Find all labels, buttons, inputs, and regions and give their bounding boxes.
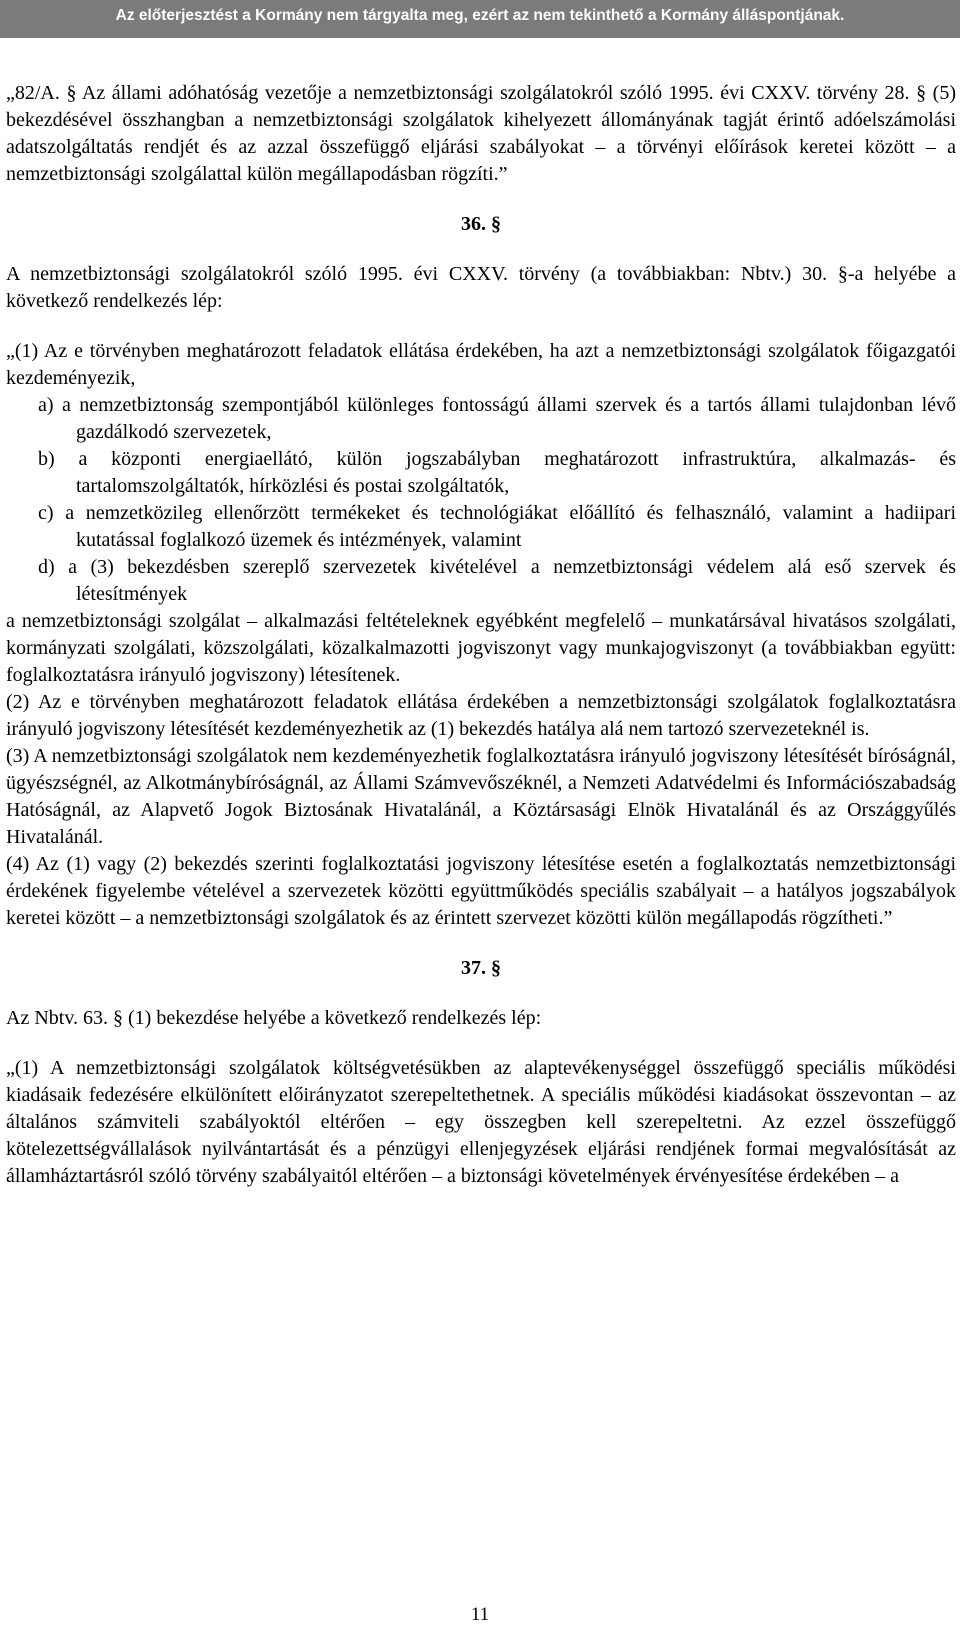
section-36-paragraph-2: (2) Az e törvényben meghatározott feladatok ellátása érdekében a nemzetbiztonsági szolgálatok foglalkoztatásra irányuló jogviszony létesítését kezdeményezhetik az (1) bekezdés hatálya alá nem tartozó szervezeteknél is.	[6, 691, 956, 740]
draft-notice-text: Az előterjesztést a Kormány nem tárgyalta meg, ezért az nem tekinthető a Kormány álláspontjának.	[115, 7, 845, 24]
list-item-a: a) a nemzetbiztonság szempontjából különleges fontosságú állami szervek és a tartós állami tulajdonban lévő gazdálkodó szervezetek,	[38, 394, 956, 443]
section-36-paragraph-1-tail: a nemzetbiztonsági szolgálat – alkalmazási feltételeknek egyébként megfelelő – munkatársával hivatásos szolgálati, kormányzati szolgálati, közszolgálati, közalkalmazotti jogviszonyt vagy munkajogviszonyt (a továbbiakban együtt: foglalkoztatásra irányuló jogviszony) létesítenek.	[6, 610, 956, 686]
list-item-d: d) a (3) bekezdésben szereplő szervezetek kivételével a nemzetbiztonsági védelem alá eső szervek és létesítmények	[38, 556, 956, 605]
page-number: 11	[470, 1604, 490, 1625]
draft-notice-banner	[0, 0, 960, 38]
intro-paragraph: „82/A. § Az állami adóhatóság vezetője a nemzetbiztonsági szolgálatokról szóló 1995. évi CXXV. törvény 28. § (5) bekezdésével összhangban a nemzetbiztonsági szolgálatok kihelyezett állományának tagját érintő adóelszámolási adatszolgáltatás rendjét és az azzal összefüggő eljárási szabályokat – a törvényi előírások keretei között – a nemzetbiztonsági szolgálattal külön megállapodásban rögzíti.”	[6, 82, 956, 185]
list-item-b: b) a központi energiaellátó, külön jogszabályban meghatározott infrastruktúra, alkalmazás- és tartalomszolgáltatók, hírközlési és postai szolgáltatók,	[38, 448, 956, 497]
document-page	[6, 80, 956, 1190]
list-item-c: c) a nemzetközileg ellenőrzött termékeket és technológiákat előállító és felhasználó, valamint a hadiipari kutatással foglalkozó üzemek és intézmények, valamint	[38, 502, 956, 551]
section-37-paragraph-1: „(1) A nemzetbiztonsági szolgálatok költségvetésükben az alaptevékenységgel összefüggő speciális működési kiadásaik fedezésére elkülönített előirányzatot szerepeltethetnek. A speciális működési kiadásokat összevontan – az általános számviteli szabályoktól eltérően – egy összegben kell szerepeltetni. Az ezzel összefüggő kötelezettségvállalások nyilvántartását és a pénzügyi ellenjegyzések eljárási rendjének formai megvalósítását az államháztartásról szóló törvény szabályaitól eltérően – a biztonsági követelmények érvényesítése érdekében – a	[6, 1057, 956, 1187]
section-36-lead: A nemzetbiztonsági szolgálatokról szóló 1995. évi CXXV. törvény (a továbbiakban: Nbtv.) 30. §-a helyébe a következő rendelkezés lép:	[6, 263, 956, 312]
section-36-paragraph-3: (3) A nemzetbiztonsági szolgálatok nem kezdeményezhetik foglalkoztatásra irányuló jogviszony létesítését bíróságnál, ügyészségnél, az Alkotmánybíróságnál, az Állami Számvevőszéknél, a Nemzeti Adatvédelmi és Információszabadság Hatóságnál, az Alapvető Jogok Biztosának Hivatalánál, a Köztársasági Elnök Hivatalánál és az Országgyűlés Hivatalánál.	[6, 745, 956, 848]
section-36-paragraph-4: (4) Az (1) vagy (2) bekezdés szerinti foglalkoztatási jogviszony létesítése esetén a foglalkoztatás nemzetbiztonsági érdekének figyelembe vételével a szervezetek közötti együttműködés speciális szabályait – a hatályos jogszabályok keretei között – a nemzetbiztonsági szolgálatok és az érintett szervezet közötti külön megállapodás rögzítheti.”	[6, 853, 956, 929]
section-37-title: 37. §	[461, 957, 501, 979]
section-36-title: 36. §	[461, 213, 501, 235]
section-37-lead: Az Nbtv. 63. § (1) bekezdése helyébe a következő rendelkezés lép:	[6, 1007, 542, 1029]
section-36-paragraph-1-intro: „(1) Az e törvényben meghatározott feladatok ellátása érdekében, ha azt a nemzetbiztonsági szolgálatok főigazgatói kezdeményezik,	[6, 340, 956, 389]
